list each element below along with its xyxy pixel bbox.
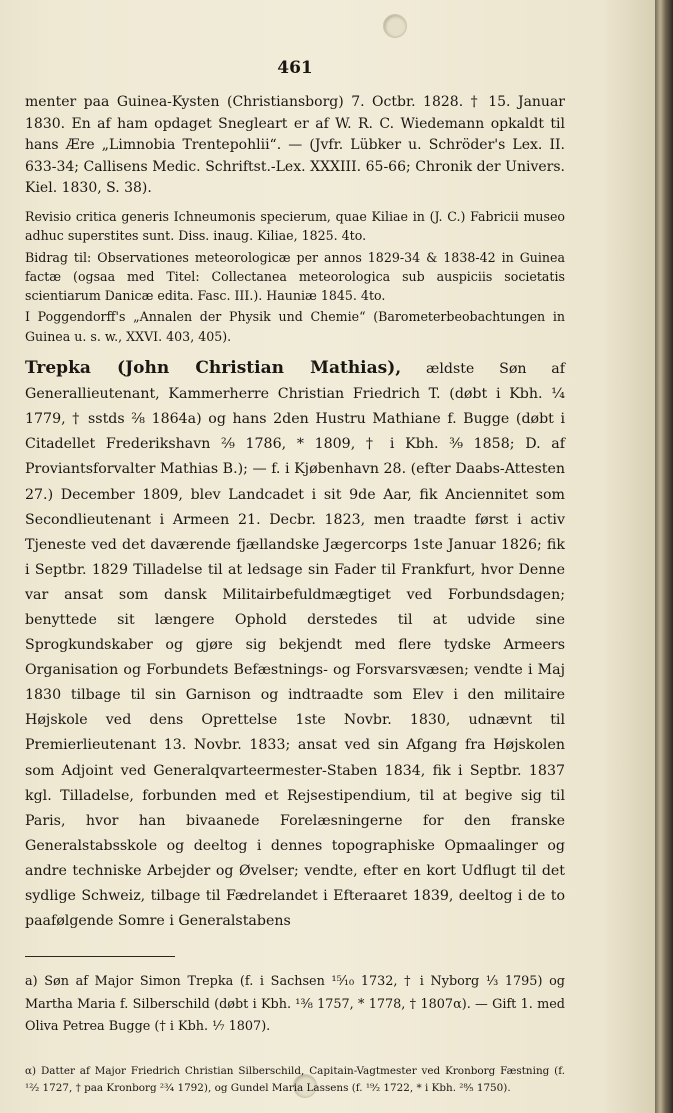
page-number: 461 bbox=[277, 58, 313, 78]
book-binding bbox=[655, 0, 673, 1113]
entry-headword: Trepka (John Christian Mathias), bbox=[25, 358, 402, 379]
entry-text: ældste Søn af Generallieutenant, Kammerherre Christian Friedrich T. (døbt i Kbh. ⅟₄ 1779, † sstds ²⁄₈ 1864a) og hans 2den Hustru Mathiane f. Bugge (døbt i Citadellet Frederikshavn ²⁄₉ 1786, * 1809, † i Kbh. ³⁄₉ 1858; D. af Proviantsforvalter Mathias B.); — f. i Kjøbenhavn 28. (efter Daabs-Attesten 27.) December 1809, blev Landcadet i sit 9de Aar, fik Anciennitet som Secondlieutenant i Armeen 21. Decbr. 1823, men traadte først i activ Tjeneste ved det daværende fjællandske Jægercorps 1ste Januar 1826; fik i Septbr. 1829 Tilladelse til at ledsage sin Fader til Frankfurt, hvor Denne var ansat som dansk Militairbefuldmægtiget ved Forbundsdagen; benyttede sit længere Ophold derstedes til at udvide sine Sprogkundskaber og gjøre sig bekjendt med flere tydske Armeers Organisation og Forbundets Befæstnings- og Forsvarsvæsen; vendte i Maj 1830 tilbage til sin Garnison og indtraadte som Elev i den militaire Højskole ved dens Oprettelse 1ste Novbr. 1830, udnævnt til Premierlieutenant 13. Novbr. 1833; ansat ved sin Afgang fra Højskolen som Adjoint ved Generalqvarteermester-Staben 1834, fik i Septbr. 1837 kgl. Tilladelse, forbunden med et Rejsestipendium, til at begive sig til Paris, hvor han bivaanede Forelæsningerne for den franske Generalstabsskole og deeltog i dennes topographiske Opmaalinger og andre techniske Arbejder og Øvelser; vendte, efter en kort Udflugt til det sydlige Schweiz, tilbage til Fædrelandet i Efteraaret 1839, deeltog i de to paafølgende Somre i Generalstabens bbox=[25, 361, 565, 930]
bibliography-item: Revisio critica generis Ichneumonis specierum, quae Kiliae in (J. C.) Fabricii museo adhuc superstites sunt. Diss. inaug. Kiliae, 1825. 4to. bbox=[25, 208, 565, 244]
sub-footnote: α) Datter af Major Friedrich Christian Silberschild, Capitain-Vagtmester ved Kronborg Fæstning (f. ¹²⁄₂ 1727, † paa Kronborg ²³⁄₄ 1792), og Gundel Maria Lassens (f. ¹⁹⁄₂ 1722, * i Kbh. ²⁸⁄₅ 1750). bbox=[25, 1064, 565, 1094]
footnote: a) Søn af Major Simon Trepka (f. i Sachsen ¹⁵⁄₁₀ 1732, † i Nyborg ¹⁄₃ 1795) og Martha Maria f. Silberschild (døbt i Kbh. ¹³⁄₈ 1757, * 1778, † 1807α). — Gift 1. med Oliva Petrea Bugge († i Kbh. ¹⁄₇ 1807). bbox=[25, 974, 565, 1035]
biography-entry bbox=[25, 356, 565, 934]
bibliography-item: Bidrag til: Observationes meteorologicæ per annos 1829-34 & 1838-42 in Guinea factæ (ogsaa med Titel: Collectanea meteorologica sub auspiciis societatis scientiarum Danicæ edita. Fasc. III.). Hauniæ 1845. 4to. bbox=[25, 249, 565, 304]
binding-hole-icon bbox=[383, 14, 407, 38]
binding-shadow bbox=[655, 0, 659, 1113]
page-text-block bbox=[25, 58, 565, 1097]
continuation-paragraph: menter paa Guinea-Kysten (Christiansborg) 7. Octbr. 1828. † 15. Januar 1830. En af ham opdaget Snegleart er af W. R. C. Wiedemann opkaldt til hans Ære „Limnobia Trentepohlii“. — (Jvfr. Lübker u. Schröder's Lex. II. 633-34; Callisens Medic. Schriftst.-Lex. XXXIII. 65-66; Chronik der Univers. Kiel. 1830, S. 38). bbox=[25, 94, 565, 197]
bibliography-item: I Poggendorff's „Annalen der Physik und Chemie“ (Barometerbeobachtungen in Guinea u. s. w., XXVI. 403, 405). bbox=[25, 309, 565, 344]
footnote-divider bbox=[25, 956, 175, 957]
